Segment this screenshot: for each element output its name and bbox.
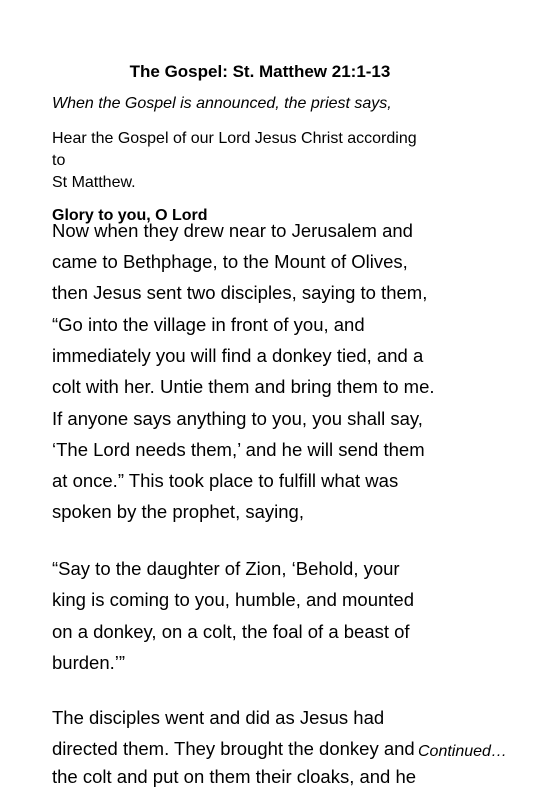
scripture-line: “Say to the daughter of Zion, ‘Behold, your [52,558,400,579]
scripture-line: Now when they drew near to Jerusalem and [52,220,413,241]
announcement-line: St Matthew. [52,174,136,191]
gospel-title: The Gospel: St. Matthew 21:1-13 [129,62,391,81]
continued-note: Continued… [418,743,507,760]
scripture-line: ‘The Lord needs them,’ and he will send them [52,439,425,460]
scripture-line: king is coming to you, humble, and mounted [52,589,414,610]
scripture-line: on a donkey, on a colt, the foal of a beast of [52,621,410,642]
announcement-line: to [52,152,66,169]
scripture-line: the colt and put on them their cloaks, and he [52,766,417,787]
rubric-instruction: When the Gospel is announced, the priest says, [52,95,392,112]
scripture-line: burden.’” [52,652,126,673]
scripture-line: then Jesus sent two disciples, saying to them, [52,282,428,303]
scripture-line: directed them. They brought the donkey and [52,738,415,759]
scripture-line: spoken by the prophet, saying, [52,501,304,522]
congregation-response: Glory to you, O Lord [52,207,208,224]
scripture-line: came to Bethphage, to the Mount of Olives, [52,251,408,272]
announcement-line: Hear the Gospel of our Lord Jesus Christ according [52,130,417,147]
scripture-line: colt with her. Untie them and bring them to me. [52,376,435,397]
scripture-line: immediately you will find a donkey tied, and a [52,345,424,366]
scripture-line: The disciples went and did as Jesus had [52,707,385,728]
scripture-line: If anyone says anything to you, you shall say, [52,408,423,429]
scripture-line: at once.” This took place to fulfill what was [52,470,399,491]
scripture-line: “Go into the village in front of you, and [52,314,365,335]
